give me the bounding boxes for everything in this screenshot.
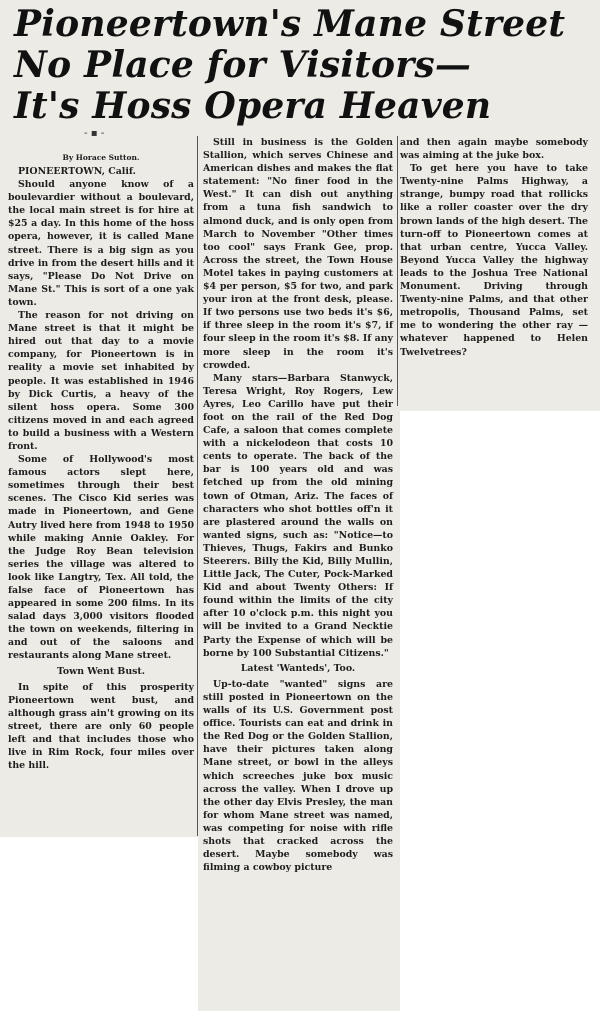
column-rule-2 bbox=[397, 136, 398, 406]
headline bbox=[14, 4, 594, 127]
headline-line-1: Pioneertown's Mane Street bbox=[14, 3, 566, 45]
article-column-2 bbox=[203, 136, 393, 1006]
paragraph: Some of Hollywood's most famous actors slept here, sometimes through their best scenes. The Cisco Kid series was made in Pioneertown, and Gene Autry lived here from 1948 to 1950 while making Annie Oakley. For the Judge Roy Bean television series the village was altered to look like Langtry, Tex. All told, the false face of Pioneertown has appeared in some 200 films. In its salad days 3,000 visitors flooded the town on weekends, filtering in and out of the saloons and restaurants along Mane street. bbox=[8, 454, 194, 662]
subhead: Town Went Bust. bbox=[56, 665, 146, 677]
headline-line-2: No Place for Visitors— bbox=[14, 44, 472, 86]
paragraph: Should anyone know of a boulevardier without a boulevard, the local main street is for hire at $25 a day. In this home of the hoss opera, however, it is called Mane street. There is a big sign as you drive in from the desert hills and it says, "Please Do Not Drive on Mane St." This is sort of a one yak town. bbox=[8, 179, 194, 308]
paragraph: To get here you have to take Twenty-nine Palms Highway, a strange, bumpy road that rollicks like a roller coaster over the dry brown lands of the high desert. The turn-off to Pioneertown comes at that urban centre, Yucca Valley. Beyond Yucca Valley the highway leads to the Joshua Tree National Monument. Driving through Twenty-nine Palms, and that other metropolis, Thousand Palms, set me to wondering the other ray — whatever happened to Helen Twelvetrees? bbox=[400, 163, 588, 358]
headline-line-3: It's Hoss Opera Heaven bbox=[14, 85, 492, 127]
paragraph: and then again maybe somebody was aiming at the juke box. bbox=[400, 137, 588, 162]
subhead: Latest 'Wanteds', Too. bbox=[240, 662, 356, 674]
article-column-1 bbox=[8, 152, 194, 842]
byline: By Horace Sutton. bbox=[62, 153, 140, 162]
column-rule-1 bbox=[197, 136, 198, 836]
headline-ornament: - ▪ - bbox=[84, 128, 105, 139]
paragraph: Many stars—Barbara Stanwyck, Teresa Wright, Roy Rogers, Lew Ayres, Leo Carillo have put their foot on the rail of the Red Dog Cafe, a saloon that comes complete with a nickelodeon that costs 10 cents to operate. The back of the bar is 100 years old and was fetched up from the old mining town of Otman, Ariz. The faces of characters who shot bottles off'n it are plastered around the walls on wanted signs, such as: "Notice—to Thieves, Thugs, Fakirs and Bunko Steerers. Billy the Kid, Billy Mullin, Little Jack, The Cuter, Pock-Marked Kid and about Twenty Others: If found within the limits of the city after 10 o'clock p.m. this night you will be invited to a Grand Necktie Party the Expense of which will be borne by 100 Substantial Citizens." bbox=[203, 372, 393, 659]
dateline: PIONEERTOWN, Calif. bbox=[18, 166, 136, 177]
paragraph: The reason for not driving on Mane street is that it might be hired out that day to a movie company, for Pioneertown is in reality a movie set inhabited by people. It was established in 1946 by Dick Curtis, a heavy of the silent hoss opera. Some 300 citizens moved in and each agreed to build a business with a Western front. bbox=[8, 310, 194, 452]
paragraph: Still in business is the Golden Stallion, which serves Chinese and American dishes and makes the flat statement: "No finer food in the West." It can dish out anything from a tuna fish sandwich to almond duck, and is only open from March to November "Other times too cool" says Frank Gee, prop. Across the street, the Town House Motel takes in paying customers at $4 per person, $5 for two, and park your iron at the front desk, please. If two persons use two beds it's $6, if three sleep in the room it's $7, if four sleep in the room it's $8. If any more sleep in the room it's crowded. bbox=[203, 137, 393, 371]
paragraph: In spite of this prosperity Pioneertown went bust, and although grass ain't growing on its street, there are only 60 people left and that includes those who live in Rim Rock, four miles over the hill. bbox=[8, 681, 194, 772]
paragraph: Up-to-date "wanted" signs are still posted in Pioneertown on the walls of its U.S. Government post office. Tourists can eat and drink in the Red Dog or the Golden Stallion, have their pictures taken along Mane street, or bowl in the alleys which screeches juke box music across the valley. When I drove up the other day Elvis Presley, the man for whom Mane street was named, was competing for noise with rifle shots that cracked across the desert. Maybe somebody was filming a cowboy picture bbox=[203, 678, 393, 874]
article-column-3 bbox=[400, 136, 588, 406]
